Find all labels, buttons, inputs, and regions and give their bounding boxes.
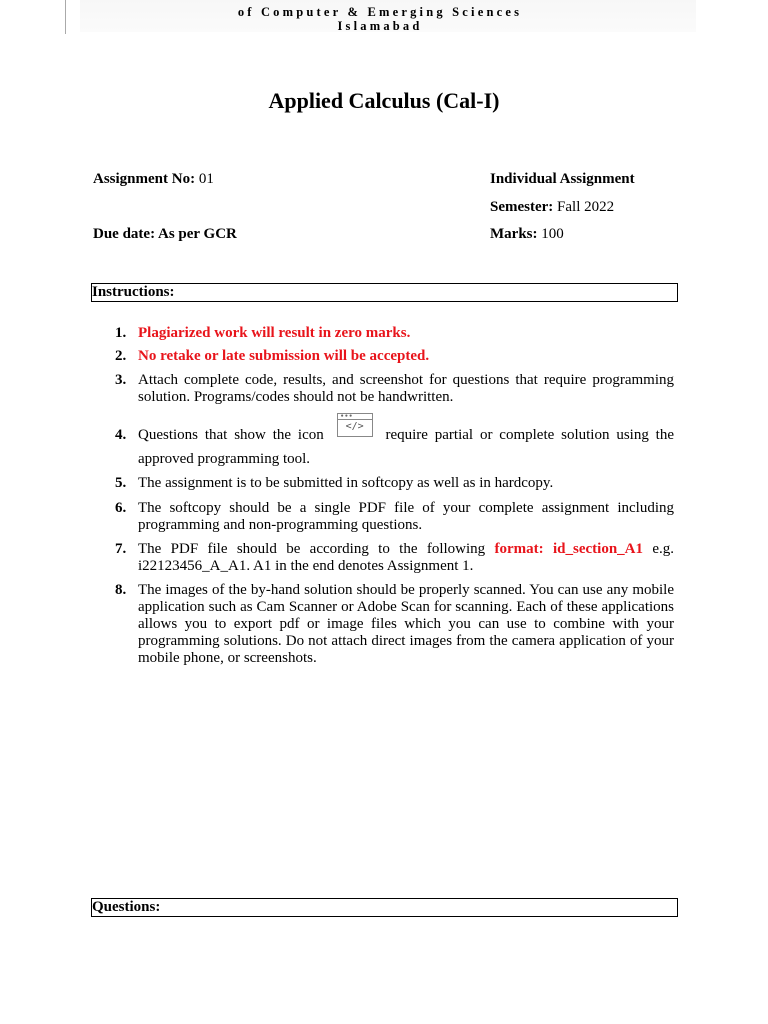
university-name-line2: Islamabad bbox=[337, 19, 423, 33]
university-name-line1: of Computer & Emerging Sciences bbox=[237, 5, 523, 19]
list-item bbox=[93, 372, 674, 406]
assignment-number bbox=[93, 171, 214, 188]
page-title: Applied Calculus (Cal-I) bbox=[268, 88, 500, 113]
questions-heading-box bbox=[91, 898, 678, 917]
item-text-post: require partial or complete solution using the approved programming tool. bbox=[138, 427, 674, 467]
item-text-pre: Questions that show the icon bbox=[138, 427, 324, 443]
assignment-type: Individual Assignment bbox=[490, 171, 635, 187]
item-number: 5. bbox=[115, 475, 127, 491]
window-dots: ● ● ● bbox=[340, 414, 353, 419]
list-item bbox=[93, 348, 674, 365]
list-item bbox=[93, 541, 674, 575]
instructions-list bbox=[93, 325, 674, 667]
item-text: The assignment is to be submitted in softcopy as well as in hardcopy. bbox=[138, 475, 554, 491]
code-window-icon bbox=[337, 413, 373, 437]
header-divider bbox=[65, 0, 66, 34]
item-number: 4. bbox=[115, 427, 127, 443]
item-number: 6. bbox=[115, 500, 127, 516]
code-glyph: </> bbox=[345, 421, 364, 432]
semester-label: Semester: bbox=[490, 199, 554, 215]
item-text-post: e.g. i22123456_A_A1. A1 in the end denotes Assignment 1. bbox=[138, 541, 675, 574]
item-text-pre: The PDF file should be according to the following bbox=[138, 541, 486, 557]
list-item bbox=[93, 325, 674, 342]
list-item bbox=[93, 475, 674, 492]
item-number: 7. bbox=[115, 541, 127, 557]
marks-value: 100 bbox=[541, 226, 564, 242]
semester bbox=[490, 199, 614, 216]
item-number: 2. bbox=[115, 348, 127, 364]
list-item bbox=[93, 414, 674, 468]
item-number: 3. bbox=[115, 372, 127, 388]
semester-value: Fall 2022 bbox=[557, 199, 615, 215]
instructions-heading: Instructions: bbox=[92, 284, 175, 300]
item-number: 1. bbox=[115, 325, 127, 341]
item-text: Attach complete code, results, and screenshot for questions that require programming solution. Programs/codes should not be handwritten. bbox=[138, 372, 674, 405]
list-item bbox=[93, 500, 674, 534]
assignment-value: 01 bbox=[198, 171, 214, 187]
item-text: No retake or late submission will be accepted. bbox=[138, 348, 430, 364]
item-number: 8. bbox=[115, 582, 127, 598]
format-highlight: format: id_section_A1 bbox=[494, 541, 643, 557]
questions-heading: Questions: bbox=[92, 899, 161, 915]
assignment-label: Assignment No: bbox=[93, 171, 196, 187]
list-item bbox=[93, 582, 674, 667]
item-text: The softcopy should be a single PDF file of your complete assignment including programming and non-programming questions. bbox=[138, 500, 674, 533]
instructions-heading-box bbox=[91, 283, 678, 302]
item-text: The images of the by-hand solution should be properly scanned. You can use any mobile application such as Cam Scanner or Adobe Scan for scanning. Each of these applications allows you to export pdf or image files which you can use to combine with your programming solutions. Do not attach direct images from the camera application of your mobile phone, or screenshots. bbox=[138, 582, 674, 666]
marks-label: Marks: bbox=[490, 226, 538, 242]
due-date: Due date: As per GCR bbox=[93, 226, 237, 242]
item-text: Plagiarized work will result in zero marks. bbox=[138, 325, 411, 341]
marks bbox=[490, 226, 564, 243]
